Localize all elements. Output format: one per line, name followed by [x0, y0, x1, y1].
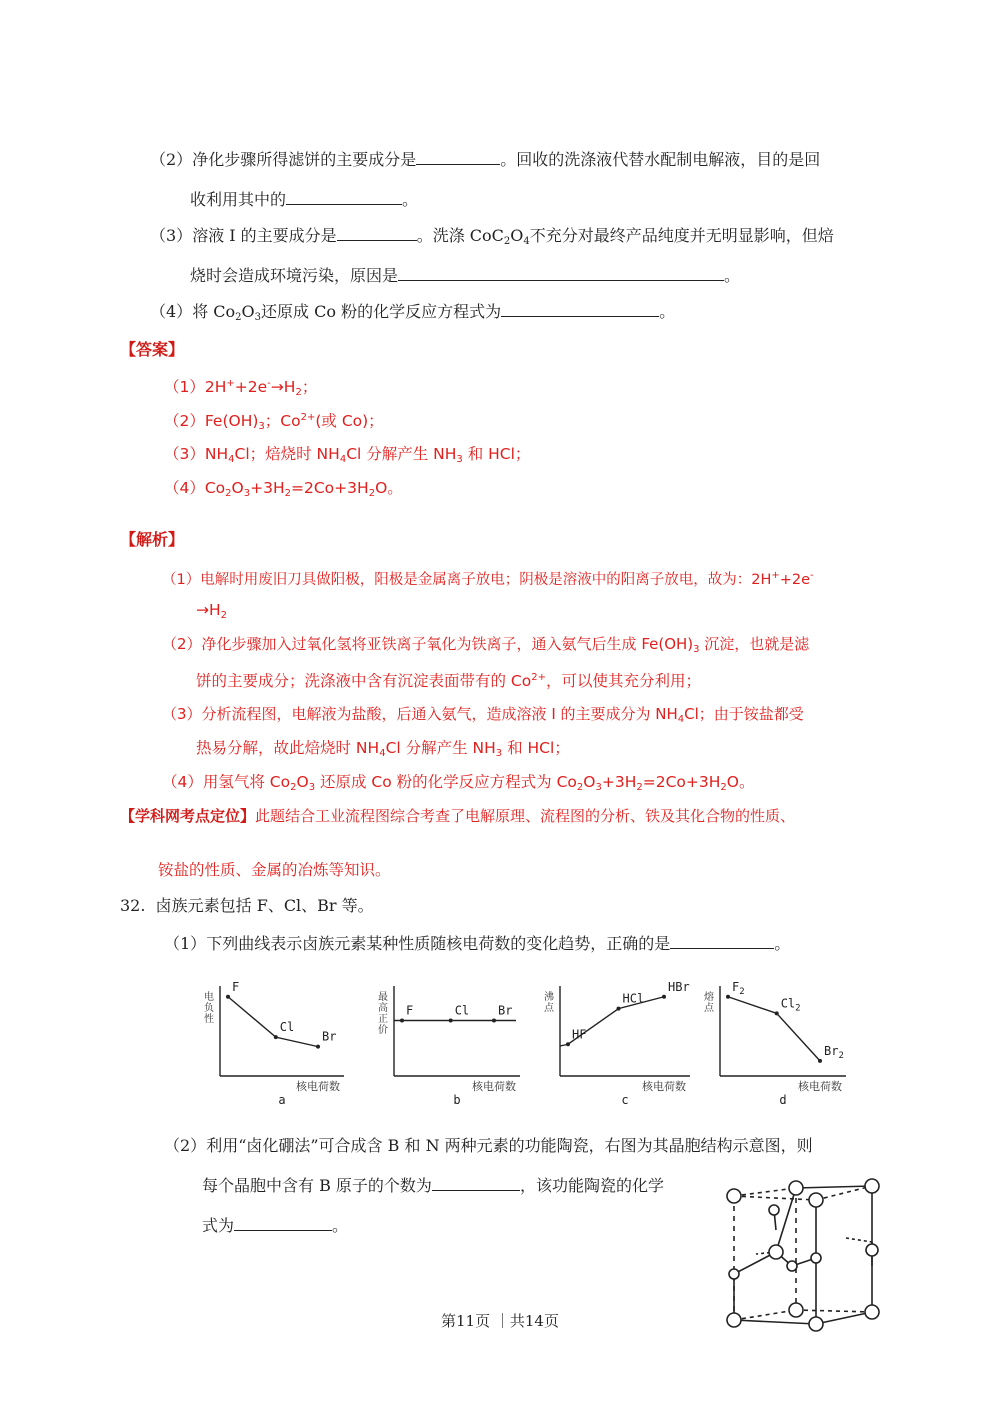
bond	[776, 1188, 796, 1252]
subscript: 2	[720, 782, 727, 793]
text: ；Co	[264, 412, 301, 430]
text: （4）Co	[164, 479, 226, 497]
q2-number: （2）	[150, 150, 193, 169]
q4-text: 将 Co	[192, 302, 236, 321]
y-axis-label: 电	[204, 992, 214, 1003]
chart-d	[696, 974, 856, 1104]
point-label: $Br_2$	[824, 1043, 844, 1061]
text: O。	[726, 773, 755, 791]
point-label: HF	[572, 1027, 587, 1042]
text: ，可以使其充分利用；	[546, 672, 702, 690]
chart-caption: b	[453, 1093, 461, 1104]
text: Cl 分解产生 NH	[346, 445, 457, 463]
question-32-part-1	[164, 932, 790, 956]
chart-caption: d	[779, 1093, 787, 1104]
answer-blank	[337, 224, 417, 241]
point-label: $Cl_2$	[780, 996, 801, 1014]
analysis-line-1b	[196, 598, 227, 628]
text: 热易分解，故此焙烧时 NH	[196, 739, 380, 757]
chart-c	[536, 974, 700, 1104]
answer-blank	[234, 1214, 332, 1231]
point-label: HBr	[668, 979, 690, 994]
subscript: 2	[795, 1003, 801, 1014]
q32-p2-text: ，该功能陶瓷的化学	[519, 1176, 664, 1195]
superscript: +	[771, 570, 780, 581]
question-32-part-2-line-3	[202, 1214, 348, 1238]
chart-b	[370, 974, 530, 1104]
atom	[727, 1189, 741, 1203]
subscript: 2	[284, 488, 292, 499]
question-32	[120, 894, 374, 918]
superscript: 2+	[531, 672, 546, 683]
page-footer: 第11页 ｜共14页	[441, 1312, 559, 1330]
superscript: 2+	[300, 412, 316, 423]
answer-blank	[286, 188, 402, 205]
point-label: Br	[322, 1029, 337, 1044]
text: Cl 分解产生 NH	[385, 739, 496, 757]
point-label: Cl	[279, 1020, 295, 1035]
data-point	[400, 1019, 404, 1023]
series-line	[228, 997, 318, 1047]
atom	[729, 1269, 739, 1279]
superscript: -	[810, 570, 814, 581]
answer-blank	[398, 264, 724, 281]
q2-text-b: 。回收的洗涤液代替水配制电解液，目的是回	[500, 150, 821, 169]
q3-number: （3）	[150, 226, 193, 245]
atom	[769, 1245, 783, 1259]
subscript: 3	[595, 782, 602, 793]
data-point	[492, 1019, 496, 1023]
q3-text-a: 溶液 I 的主要成分是	[192, 226, 337, 245]
kaodian-line-1	[120, 804, 795, 828]
text: O	[583, 773, 596, 791]
answer-line-4	[164, 476, 403, 506]
q32-p2-text: 。	[332, 1216, 349, 1235]
atom	[787, 1261, 797, 1271]
q32-p1-end: 。	[774, 934, 791, 953]
x-axis-label: 核电荷数	[296, 1080, 340, 1093]
edge	[734, 1188, 796, 1196]
analysis-line-1	[162, 564, 814, 592]
q2-text-c: 收利用其中的	[190, 190, 287, 209]
text: Cl；焙烧时 NH	[234, 445, 340, 463]
data-point	[818, 1059, 822, 1063]
analysis-line-2b	[196, 666, 701, 693]
text: O	[231, 479, 244, 497]
data-point	[775, 1011, 779, 1015]
text: =2Co+3H	[291, 479, 369, 497]
answer-blank	[432, 1174, 520, 1191]
subscript: 2	[368, 488, 376, 499]
analysis-line-3b	[196, 736, 570, 766]
edge	[816, 1186, 872, 1200]
q32-p1-number: （1）	[164, 934, 207, 953]
point-label: Cl	[454, 1003, 470, 1018]
text: +2e	[779, 572, 811, 588]
answer-heading: 【答案】	[120, 340, 185, 359]
data-point	[226, 995, 230, 999]
q2-text-a: 净化步骤所得滤饼的主要成分是	[192, 150, 417, 169]
point-label: HCl	[622, 991, 645, 1006]
text: ；	[301, 378, 318, 396]
subscript: 2	[235, 312, 242, 323]
y-axis-label: 点	[704, 1003, 714, 1014]
subscript: 3	[495, 748, 503, 759]
x-axis-label: 核电荷数	[642, 1080, 686, 1093]
text: 和 HCl；	[502, 739, 570, 757]
q3-text: 。洗涤 CoC	[416, 226, 504, 245]
text: =2Co+3H	[642, 773, 721, 791]
subscript: 2	[225, 488, 232, 499]
y-axis-label: 正	[378, 1014, 388, 1025]
x-axis-label: 核电荷数	[798, 1080, 842, 1093]
q32-text: 卤族元素包括 F、Cl、Br 等。	[155, 896, 374, 915]
y-axis-label: 沸	[544, 992, 554, 1003]
analysis-line-4	[162, 770, 754, 800]
chart-caption: a	[278, 1093, 286, 1104]
q32-p1-text: 下列曲线表示卤族元素某种性质随核电荷数的变化趋势，正确的是	[206, 934, 671, 953]
data-point	[617, 1007, 621, 1011]
q3-text: 不充分对最终产品纯度并无明显影响，但焙	[529, 226, 834, 245]
q2-text-d: 。	[402, 190, 419, 209]
question-3-line-1	[150, 224, 834, 254]
text: 和 HCl；	[462, 445, 531, 463]
analysis-line-2	[162, 632, 809, 662]
kaodian-title: 【学科网考点定位】	[120, 807, 256, 825]
atom	[809, 1193, 823, 1207]
data-point	[449, 1019, 453, 1023]
subscript: 2	[576, 782, 584, 793]
question-32-part-2-line-1	[164, 1134, 813, 1158]
text: （3）分析流程图，电解液为盐酸，后通入氨气，造成溶液 I 的主要成分为 NH	[162, 705, 678, 723]
point-label: F	[406, 1003, 414, 1018]
atom	[769, 1205, 779, 1215]
text: （3）NH	[164, 445, 229, 463]
text: （2）Fe(OH)	[164, 412, 259, 430]
subscript: 2	[295, 387, 302, 398]
analysis-heading: 【解析】	[120, 530, 185, 549]
answer-blank	[416, 148, 500, 165]
subscript: 3	[258, 421, 265, 432]
subscript: 4	[523, 236, 530, 247]
point-label: Br	[498, 1003, 513, 1018]
text: 沉淀，也就是滤	[699, 635, 810, 653]
data-point	[274, 1035, 278, 1039]
text: 饼的主要成分；洗涤液中含有沉淀表面带有的 Co	[196, 672, 532, 690]
atom	[789, 1181, 803, 1195]
x-axis-label: 核电荷数	[472, 1080, 516, 1093]
q32-number: 32.	[120, 896, 146, 915]
text: +2e	[234, 378, 268, 396]
subscript: 3	[456, 454, 463, 465]
subscript: 4	[339, 454, 347, 465]
subscript: 2	[220, 610, 228, 621]
subscript: 2	[636, 782, 643, 793]
q4-number: （4）	[150, 302, 193, 321]
subscript: 2	[739, 986, 745, 997]
point-label: F	[232, 979, 240, 994]
y-axis-label: 熔	[704, 992, 714, 1003]
atom	[811, 1253, 821, 1263]
text: （2）净化步骤加入过氧化氢将亚铁离子氧化为铁离子，通入氨气后生成 Fe(OH)	[162, 635, 694, 653]
atom	[866, 1244, 878, 1256]
y-axis-label: 最	[378, 992, 388, 1003]
text: 还原成 Co 粉的化学反应方程式为 Co	[315, 773, 577, 791]
chart-a	[196, 974, 354, 1104]
subscript: 3	[243, 488, 251, 499]
text: (或 Co)；	[315, 412, 384, 430]
answer-blank	[501, 300, 659, 317]
bond	[846, 1238, 872, 1242]
answer-line-2	[164, 406, 384, 439]
edge	[734, 1196, 816, 1200]
q3-text: O	[510, 226, 524, 245]
question-2-line-1	[150, 148, 820, 172]
question-3-line-2	[190, 264, 740, 288]
subscript: 4	[677, 714, 685, 725]
q32-p2-text: 式为	[202, 1216, 235, 1235]
text: （4）用氢气将 Co	[162, 773, 291, 791]
atom	[865, 1179, 879, 1193]
text: （1）电解时用废旧刀具做阳极，阳极是金属离子放电；阴极是溶液中的阳离子放电，故为：2H	[162, 572, 772, 588]
text: O	[296, 773, 309, 791]
subscript: 3	[308, 782, 316, 793]
analysis-line-3	[162, 702, 804, 732]
point-label: $F_2$	[732, 979, 745, 997]
q4-text-end: 。	[659, 302, 676, 321]
answer-line-3	[164, 442, 530, 472]
y-axis-label: 性	[204, 1014, 214, 1025]
text: →H	[196, 601, 221, 619]
y-axis-label: 高	[378, 1003, 388, 1014]
text: Cl；由于铵盐都受	[684, 705, 804, 723]
text: +3H	[601, 773, 637, 791]
q4-text: 还原成 Co 粉的化学反应方程式为	[261, 302, 502, 321]
subscript: 4	[228, 454, 235, 465]
data-point	[316, 1045, 320, 1049]
subscript: 3	[254, 312, 262, 323]
q32-p2-text: 利用“卤化硼法”可合成含 B 和 N 两种元素的功能陶瓷，右图为其晶胞结构示意图，则	[206, 1136, 813, 1155]
subscript: 2	[290, 782, 297, 793]
data-point	[726, 995, 730, 999]
question-32-part-2-line-2	[202, 1174, 664, 1198]
y-axis-label: 负	[204, 1003, 214, 1014]
text: （1）2H	[164, 378, 227, 396]
question-4-line	[150, 300, 675, 330]
q3-text-c: 烧时会造成环境污染，原因是	[190, 266, 399, 285]
data-point	[662, 995, 666, 999]
data-point	[566, 1042, 570, 1046]
q3-text-d: 。	[724, 266, 741, 285]
series-line	[728, 997, 820, 1061]
subscript: 2	[838, 1050, 844, 1061]
chart-caption: c	[621, 1093, 629, 1104]
q32-p2-number: （2）	[164, 1136, 207, 1155]
subscript: 2	[503, 236, 511, 247]
superscript: +	[226, 378, 235, 389]
q4-text: O	[241, 302, 255, 321]
question-2-line-2	[190, 188, 418, 212]
y-axis-label: 点	[544, 1003, 554, 1014]
text: →H	[270, 378, 296, 396]
q32-p2-text: 每个晶胞中含有 B 原子的个数为	[202, 1176, 432, 1195]
text: 此题结合工业流程图综合考查了电解原理、流程图的分析、铁及其化合物的性质、	[255, 807, 796, 825]
subscript: 4	[379, 748, 386, 759]
answer-blank	[670, 932, 774, 949]
text: O。	[375, 479, 403, 497]
superscript: -	[267, 378, 271, 389]
answer-line-1	[164, 372, 317, 405]
kaodian-line-2: 铵盐的性质、金属的冶炼等知识。	[158, 861, 391, 879]
edge	[796, 1186, 872, 1188]
y-axis-label: 价	[378, 1025, 388, 1036]
subscript: 3	[693, 644, 700, 655]
text: +3H	[250, 479, 285, 497]
